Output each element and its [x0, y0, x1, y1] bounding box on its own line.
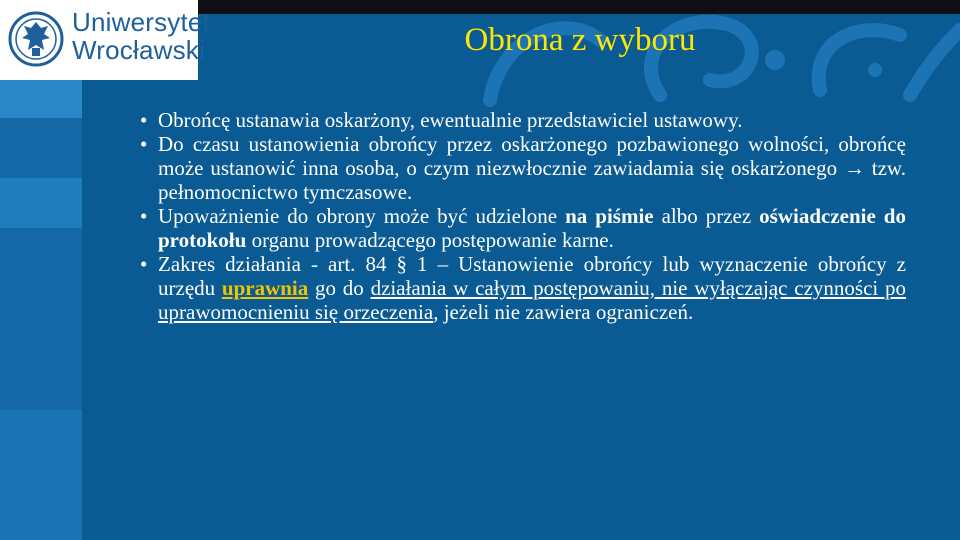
arrow-icon: →: [843, 156, 865, 180]
bullet-list: [138, 108, 906, 528]
bullet-text-part-2: go do: [308, 276, 371, 300]
bold-phrase-protocol: oświadczenie do protokołu: [158, 204, 906, 252]
university-logo: [0, 0, 211, 80]
left-decorative-strip: [0, 80, 82, 540]
bold-phrase-in-writing: na piśmie: [565, 204, 654, 228]
underlined-phrase-scope: działania w całym postępowaniu, nie wyłączając czynności po uprawomocnieniu się orzeczenia: [158, 276, 907, 324]
bullet-text-part-3: organu prowadzącego postępowanie karne.: [246, 228, 614, 252]
bullet-marker: •: [140, 252, 148, 276]
bullet-text-start: Do czasu ustanowienia obrońcy przez oskarżonego pozbawionego wolności, obrońcę może ustanowić inna osoba, o czym niezwłocznie zawiadamia się oskarżonego: [158, 132, 906, 180]
bullet-text-part-2: albo przez: [653, 204, 760, 228]
bullet-item-3: [138, 204, 906, 252]
bullet-text: Obrońcę ustanawia oskarżony, ewentualnie przedstawiciel ustawowy.: [158, 108, 743, 132]
bullet-marker: •: [140, 204, 148, 228]
bullet-marker: •: [140, 132, 148, 156]
eagle-emblem-icon: [8, 8, 64, 70]
bullet-item-1: [138, 108, 906, 132]
highlighted-word-uprawnia: uprawnia: [221, 276, 309, 300]
logo-line-2: Wrocławski: [72, 35, 205, 65]
bullet-text-part-1: Zakres działania - art. 84 § 1 – Ustanowienie obrońcy lub wyznaczenie obrońcy z urzędu: [158, 252, 906, 300]
slide-title: Obrona z wyboru: [464, 22, 696, 58]
bullet-item-4: [138, 252, 906, 324]
bullet-item-2: [138, 132, 906, 204]
bullet-text-part-1: Upoważnienie do obrony może być udzielone: [158, 204, 566, 228]
bullet-text-end: tzw. pełnomocnictwo tymczasowe.: [158, 156, 906, 204]
bullet-marker: •: [140, 108, 148, 132]
logo-line-1: Uniwersytet: [72, 7, 211, 37]
bullet-text-part-3: , jeżeli nie zawiera ograniczeń.: [433, 300, 694, 324]
